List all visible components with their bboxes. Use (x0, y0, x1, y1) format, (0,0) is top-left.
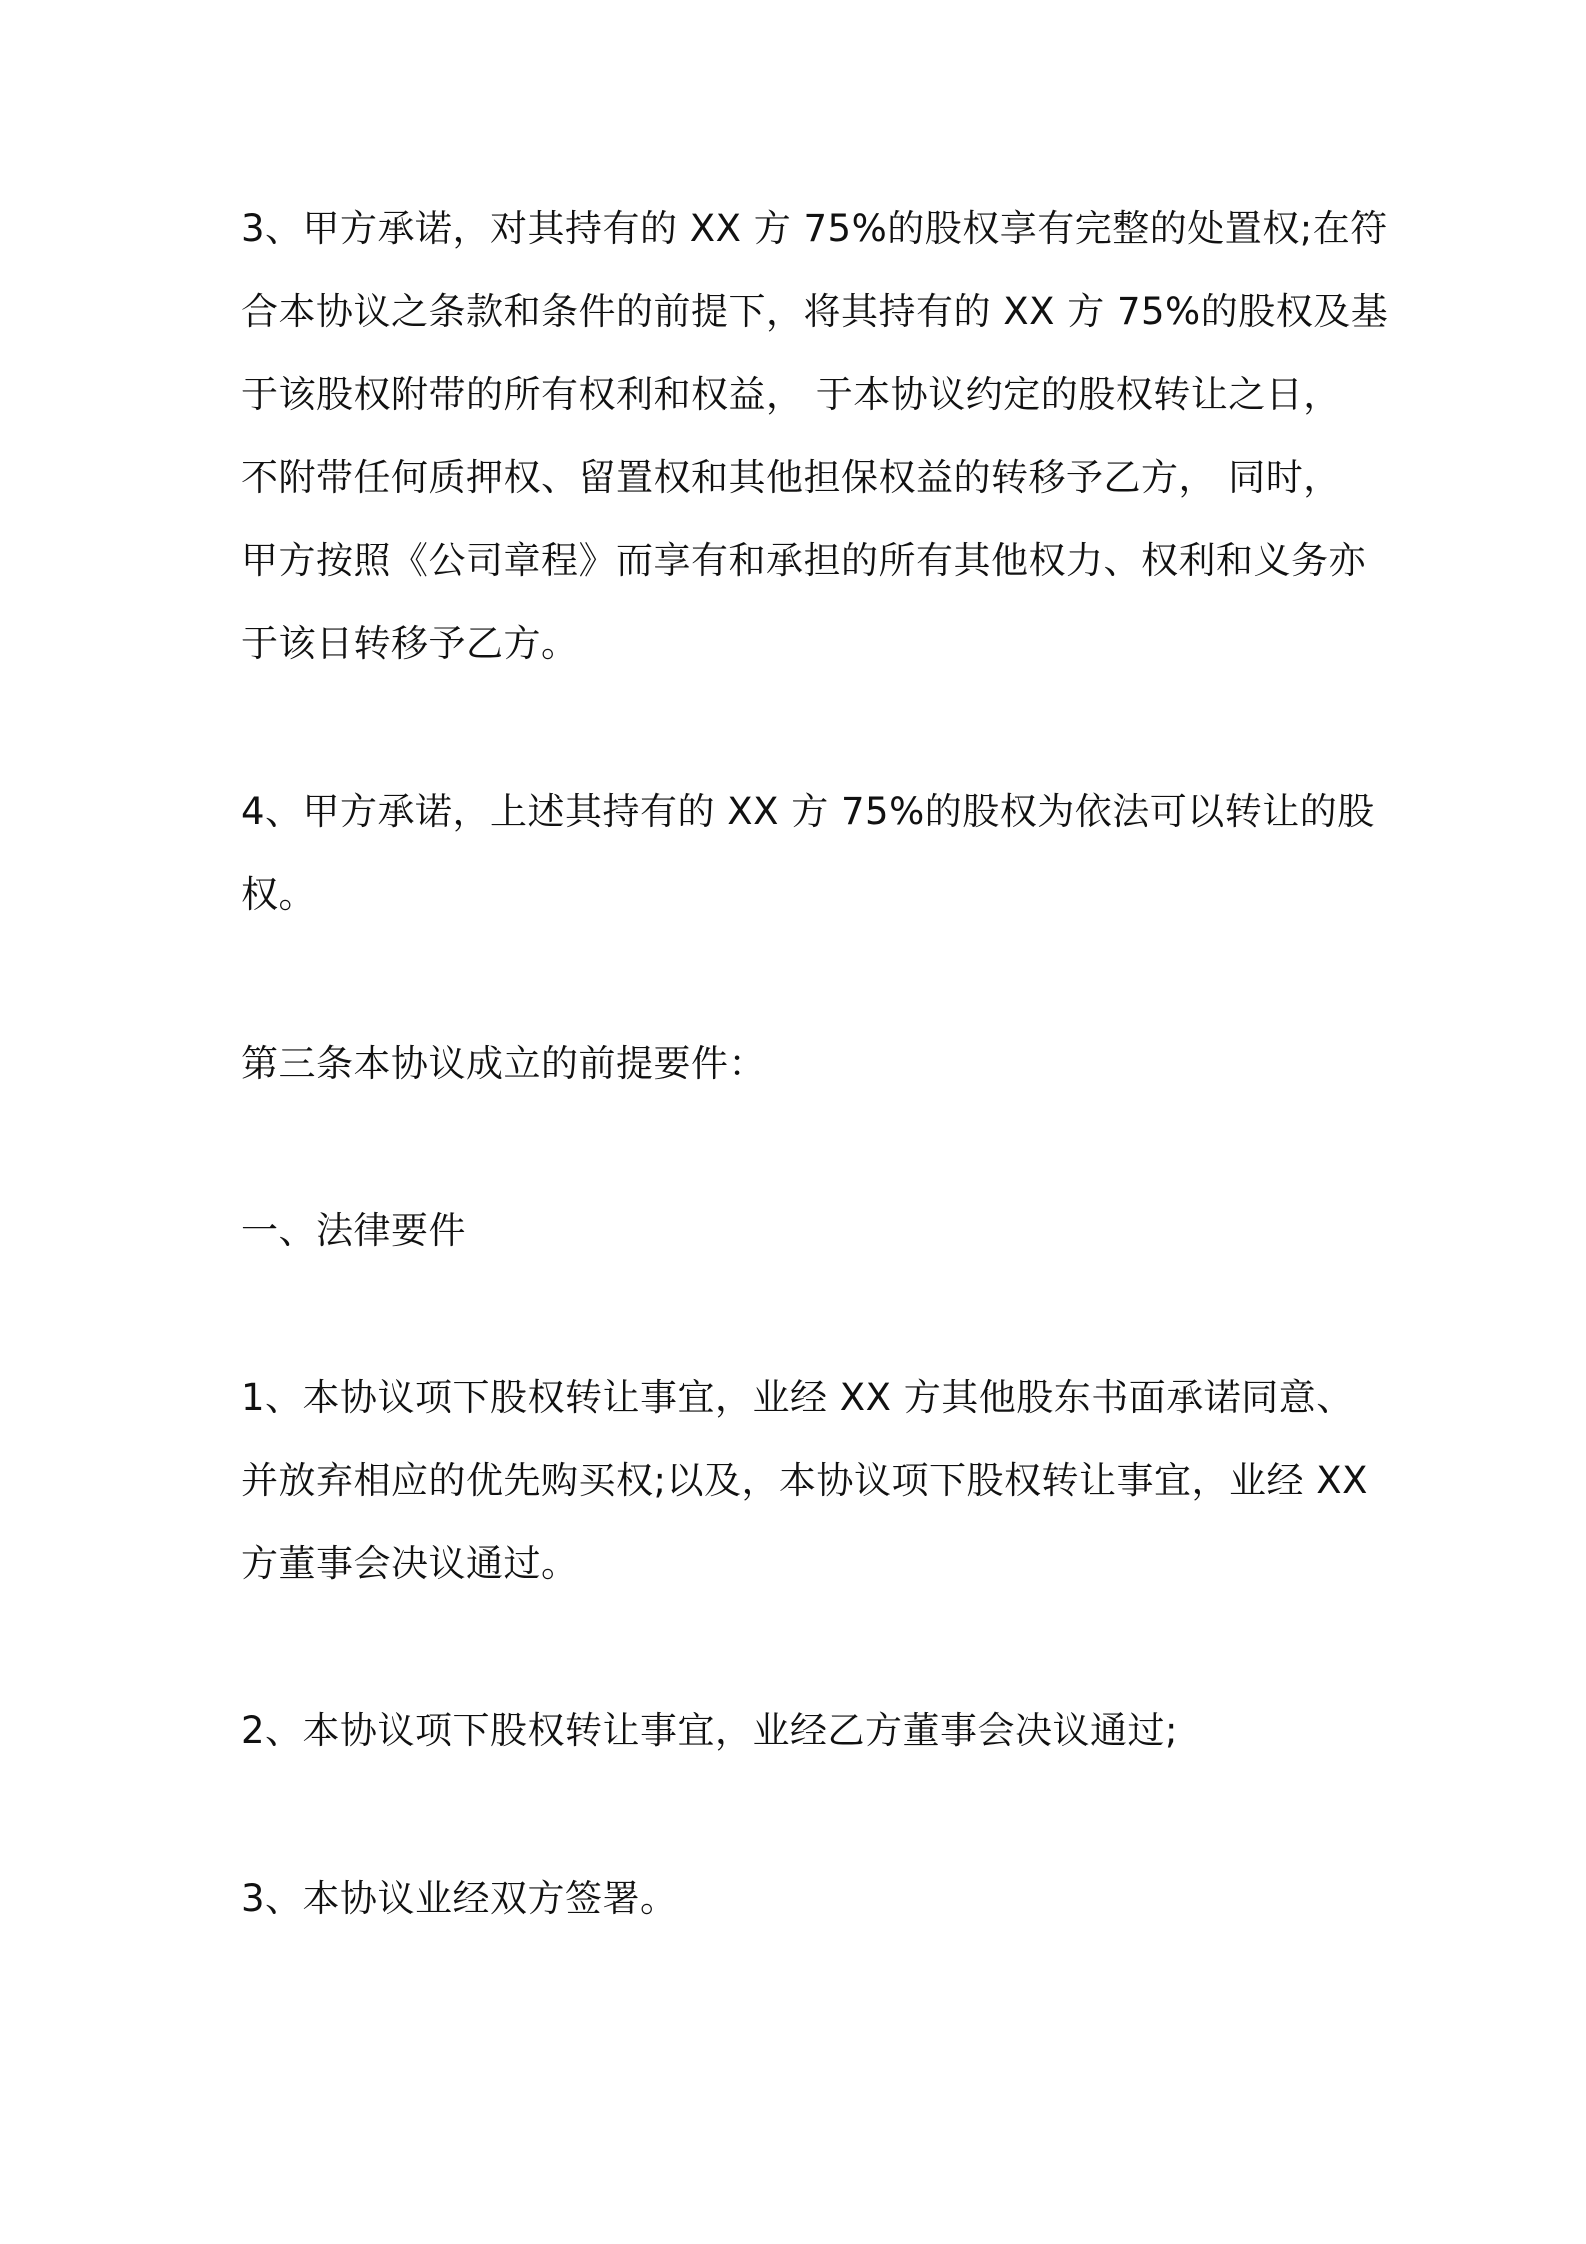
clause-3-line-1: 3、甲方承诺，对其持有的 XX 方 75%的股权享有完整的处置权;在符 (241, 207, 1388, 250)
item-1-line-2: 并放弃相应的优先购买权;以及，本协议项下股权转让事宜，业经 XX (241, 1459, 1368, 1502)
clause-3-line-2: 合本协议之条款和条件的前提下，将其持有的 XX 方 75%的股权及基 (241, 290, 1389, 333)
item-1-line-1: 1、本协议项下股权转让事宜，业经 XX 方其他股东书面承诺同意、 (241, 1376, 1354, 1419)
clause-4-line-2: 权。 (241, 873, 316, 916)
clause-3-line-4: 不附带任何质押权、留置权和其他担保权益的转移予乙方， 同时， (241, 456, 1341, 499)
clause-3-line-6: 于该日转移予乙方。 (241, 622, 579, 665)
item-3: 3、本协议业经双方签署。 (241, 1877, 678, 1920)
clause-3-line-5: 甲方按照《公司章程》而享有和承担的所有其他权力、权利和义务亦 (241, 539, 1366, 582)
clause-4-line-1: 4、甲方承诺，上述其持有的 XX 方 75%的股权为依法可以转让的股 (241, 790, 1375, 833)
article-3-heading: 第三条本协议成立的前提要件： (241, 1042, 766, 1085)
item-2: 2、本协议项下股权转让事宜，业经乙方董事会决议通过; (241, 1709, 1179, 1752)
item-1-line-3: 方董事会决议通过。 (241, 1542, 579, 1585)
section-1-heading: 一、法律要件 (241, 1209, 466, 1252)
clause-3-line-3: 于该股权附带的所有权利和权益， 于本协议约定的股权转让之日， (241, 373, 1341, 416)
